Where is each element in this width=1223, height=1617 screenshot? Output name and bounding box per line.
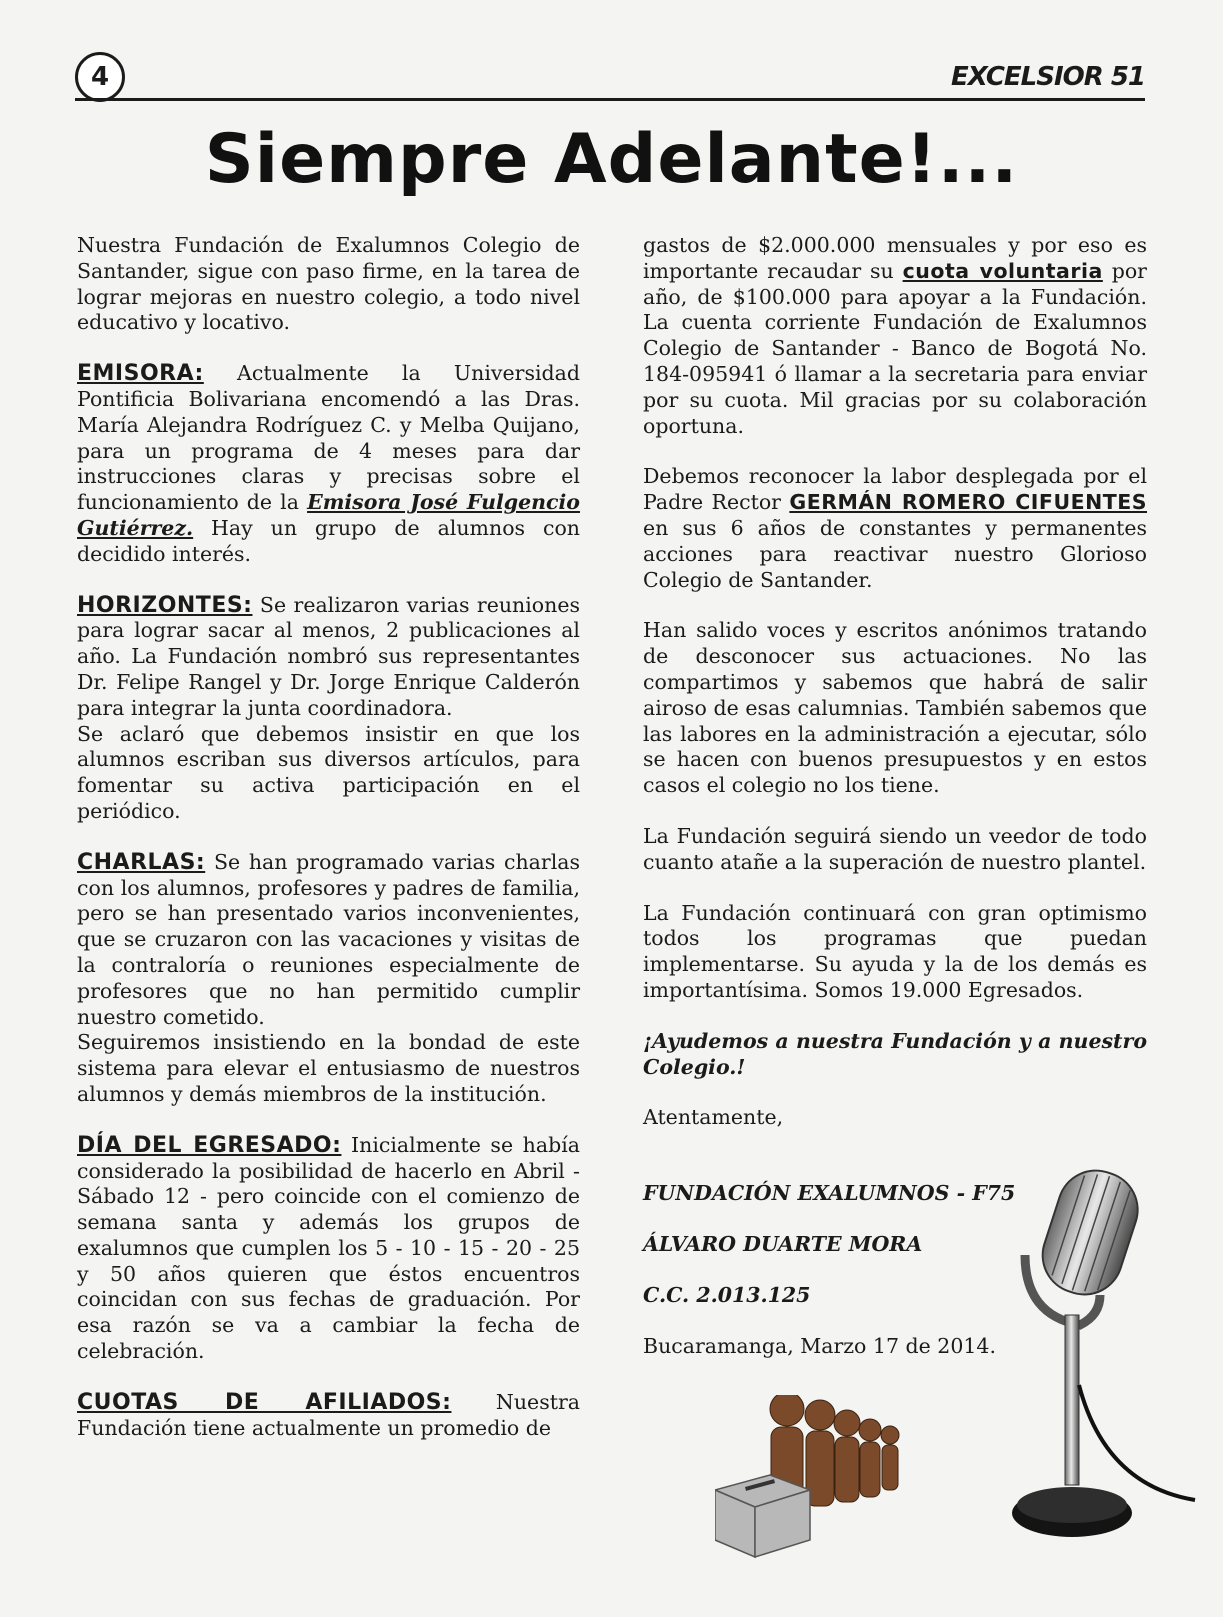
microphone-icon [1005,1165,1205,1565]
publication-name: EXCELSIOR 51 [950,62,1145,92]
horizontes-text: Se realizaron varias reuniones para lograr sacar al menos, 2 publicaciones al año. La Fundación nombró sus representantes Dr. Felipe Rangel y Dr. Jorge Enrique Calderón para integrar la junta coordinadora. [77,592,580,720]
closing-text: Atentamente, [643,1105,784,1130]
charlas-followup: Seguiremos insistiendo en la bondad de este sistema para elevar el entusiasmo de nuestros alumnos y demás miembros de la institución. [77,1030,580,1106]
emisora-text: Actualmente la Universidad Pontificia Bolivariana encomendó a las Dras. María Alejandra Rodríguez C. y Melba Quijano, para un programa de 4 meses para dar instrucciones claras y precisas sobre el funcionamiento de la [77,361,580,515]
emisora-section [77,361,580,567]
horizontes-heading: HORIZONTES: [77,592,253,618]
signature-id: C.C. 2.013.125 [643,1282,811,1307]
cuotas-heading: CUOTAS DE AFILIADOS: [77,1389,452,1415]
left-column [77,233,580,1466]
cuotas-text: Nuestra Fundación tiene actualmente un promedio de [77,1389,580,1440]
charlas-heading: CHARLAS: [77,849,206,875]
optimismo-paragraph: La Fundación continuará con gran optimismo todos los programas que puedan implementarse. Su ayuda y la de los demás es importantísima. Somos 19.000 Egresados. [643,900,1147,1002]
egresado-section [77,1133,580,1365]
charlas-text: Se han programado varias charlas con los alumnos, profesores y padres de familia, pero se han presentado varios inconvenientes, que se cruzaron con las vacaciones y visitas de la contraloría o reuniones especialmente de profesores que no han permitido cumplir nuestro cometido. [77,849,580,1029]
place-date: Bucaramanga, Marzo 17 de 2014. [643,1333,996,1358]
cuota-voluntaria-emphasis: cuota voluntaria [902,258,1103,283]
egresado-heading: DÍA DEL EGRESADO: [77,1132,342,1158]
horizontes-section [77,593,580,722]
signature-org: FUNDACIÓN EXALUMNOS - F75 [643,1181,1016,1206]
emisora-emphasis: Emisora José Fulgencio Gutiérrez. [77,490,580,540]
voting-queue-icon [715,1395,955,1560]
cuota-paragraph: gastos de $2.000.000 mensuales y por eso es importante recaudar su cuota voluntaria por año, de $100.000 para apoyar a la Fundación. La cuenta corriente Fundación de Exalumnos Colegio de Santander - Banco de Bogotá No. 184-095941 ó llamar a la secretaria para enviar por su cuota. Mil gracias por su colaboración oportuna. [643,233,1147,438]
rector-name: GERMÁN ROMERO CIFUENTES [789,490,1147,515]
header-rule [75,98,1145,101]
charlas-section [77,850,580,1031]
emisora-text-end: Hay un grupo de alumnos con decidido interés. [77,515,580,566]
page-title: Siempre Adelante!... [204,120,1019,199]
horizontes-followup: Se aclaró que debemos insistir en que los alumnos escriban sus diversos artículos, para fomentar su activa participación en el periódico. [77,721,580,823]
cuotas-section [77,1390,580,1442]
intro-paragraph: Nuestra Fundación de Exalumnos Colegio de Santander, sigue con paso firme, en la tarea de lograr mejoras en nuestro colegio, a todo nivel educativo y locativo. [77,233,580,335]
rector-paragraph: Debemos reconocer la labor desplegada por el Padre Rector GERMÁN ROMERO CIFUENTES en sus 6 años de constantes y permanentes acciones para reactivar nuestro Glorioso Colegio de Santander. [643,464,1147,592]
page-header [75,52,1145,104]
emisora-heading: EMISORA: [77,361,204,387]
voces-paragraph: Han salido voces y escritos anónimos tratando de desconocer sus actuaciones. No las compartimos y sabemos que habrá de salir airoso de esas calumnias. También sabemos que las labores en la administración a ejecutar, sólo se hacen con buenos presupuestos y en estos casos el colegio no los tiene. [643,618,1147,798]
veedor-paragraph: La Fundación seguirá siendo un veedor de todo cuanto atañe a la superación de nuestro plantel. [643,823,1147,874]
callout-text: ¡Ayudemos a nuestra Fundación y a nuestro Colegio.! [643,1028,1147,1079]
page-number-badge: 4 [75,52,125,102]
signature-name: ÁLVARO DUARTE MORA [643,1231,923,1256]
egresado-text: Inicialmente se había considerado la posibilidad de hacerlo en Abril - Sábado 12 - pero coincide con el comienzo de semana santa y además los grupos de exalumnos que cumplen los 5 - 10 - 15 - 20 - 25 y 50 años quieren que éstos encuentros coincidan con sus fechas de graduación. Por esa razón se va a cambiar la fecha de celebración. [77,1132,580,1364]
